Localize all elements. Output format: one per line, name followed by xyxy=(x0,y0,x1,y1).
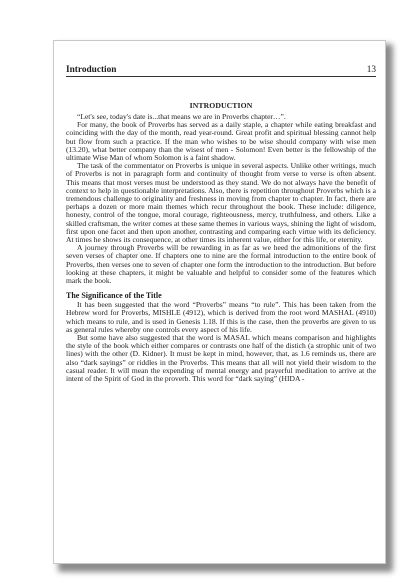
book-page xyxy=(53,40,386,564)
chapter-title: INTRODUCTION xyxy=(189,101,253,110)
section-heading: The Significance of the Title xyxy=(66,291,162,301)
page-content xyxy=(66,65,376,383)
paragraph-title-meaning: It has been suggested that the word “Proverbs” means “to rule”. This has been taken from the Hebrew word for Proverbs, MISHLE (4912), which is derived from the root word MASHAL (4910) which means to rule, and is used in Genesis 1.18. If this is the case, then the proverbs are given to us as general rules whereby one controls every aspect of his life. xyxy=(66,300,376,334)
running-header-title: Introduction xyxy=(66,65,117,75)
running-header xyxy=(66,65,376,77)
paragraph-opening-quote: “Let's see, today's date is...that means we are in Proverbs chapter…”. xyxy=(77,112,286,121)
paragraph-masal: But some have also suggested that the word is MASAL which means comparison and highlights the style of the book which either compares or contrasts one half of the distich (a strophic unit of two lines) with the other (D. Kidner). It must be kept in mind, however, that, as 1.6 reminds us, there are also “dark sayings” or riddles in the Proverbs. This means that all will not yield their wisdom to the casual reader. It will mean the expending of mental energy and prayerful meditation to arrive at the intent of the Spirit of God in the proverb. This word for “dark saying” (HIDA - xyxy=(66,333,376,384)
page-number: 13 xyxy=(366,65,376,75)
paragraph-commentator-task: The task of the commentator on Proverbs is unique in several aspects. Unlike other writings, much of Proverbs is not in paragraph form and continuity of thought from verse to verse is often absent. This means that most verses must be understood as they stand. We do not always have the benefit of context to help in questionable interpretations. Also, there is repetition throughout Proverbs which is a tremendous challenge to originality and freshness in moving from chapter to chapter. In fact, there are perhaps a dozen or more main themes which recur throughout the book. These include: diligence, honesty, control of the tongue, moral courage, righteousness, mercy, truthfulness, and others. Like a skilled craftsman, the writer comes at these same themes in various ways, shining the light of wisdom, first upon one facet and then upon another, contrasting and comparing each virtue with its deficiency. At times he shows its consequence, at other times its inherent value, either for this life, or eternity. xyxy=(66,161,376,245)
paragraph-daily-staple: For many, the book of Proverbs has served as a daily staple, a chapter while eating breakfast and coinciding with the day of the month, read year-round. Great profit and spiritual blessing cannot help but flow from such a practice. If the man who wishes to be wise should company with wise men (13.20), what better company than the wisest of men - Solomon! Even better is the fellowship of the ultimate Wise Man of whom Solomon is a faint shadow. xyxy=(66,120,376,163)
paragraph-journey: A journey through Proverbs will be rewarding in as far as we heed the admonitions of the first seven verses of chapter one. If chapters one to nine are the formal introduction to the entire book of Proverbs, then verses one to seven of chapter one form the introduction to the introduction. But before looking at these chapters, it might be valuable and helpful to consider some of the features which mark the book. xyxy=(66,243,376,286)
